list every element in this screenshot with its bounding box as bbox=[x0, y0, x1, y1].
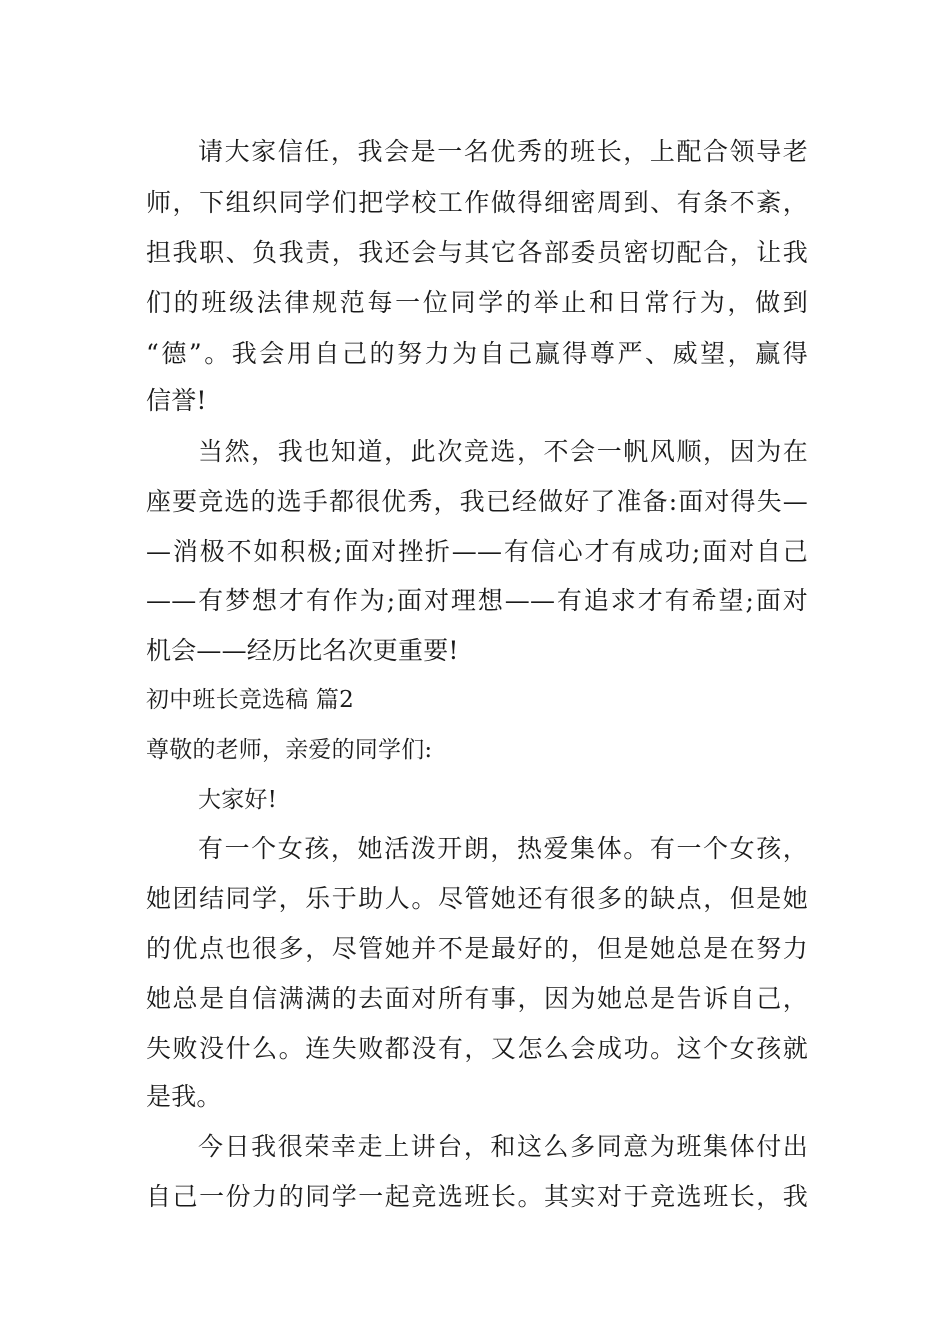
text-line: “德”。我会用自己的努力为自己赢得尊严、威望，赢得 bbox=[146, 339, 808, 368]
text-line: 失败没什么。连失败都没有，又怎么会成功。这个女孩就 bbox=[146, 1034, 808, 1063]
text-line: 今日我很荣幸走上讲台，和这么多同意为班集体付出 bbox=[198, 1132, 808, 1161]
text-line: 有一个女孩，她活泼开朗，热爱集体。有一个女孩， bbox=[198, 834, 808, 863]
text-line: 座要竞选的选手都很优秀，我已经做好了准备:面对得失— bbox=[146, 487, 808, 516]
text-line: 师，下组织同学们把学校工作做得细密周到、有条不紊， bbox=[146, 188, 808, 217]
text-line: 是我。 bbox=[146, 1082, 222, 1111]
text-line: 自己一份力的同学一起竞选班长。其实对于竞选班长，我 bbox=[146, 1182, 808, 1211]
text-line: 她团结同学，乐于助人。尽管她还有很多的缺点，但是她 bbox=[146, 884, 808, 913]
text-line: 信誉! bbox=[146, 386, 207, 415]
greeting: 大家好! bbox=[198, 787, 278, 813]
text-line: 请大家信任，我会是一名优秀的班长，上配合领导老 bbox=[198, 137, 808, 166]
text-line: 她总是自信满满的去面对所有事，因为她总是告诉自己， bbox=[146, 984, 808, 1013]
text-line: 机会——经历比名次更重要! bbox=[146, 636, 459, 665]
text-line: —消极不如积极;面对挫折——有信心才有成功;面对自己 bbox=[146, 537, 808, 566]
text-line: 当然，我也知道，此次竞选，不会一帆风顺，因为在 bbox=[198, 437, 808, 466]
text-line: 们的班级法律规范每一位同学的举止和日常行为，做到 bbox=[146, 288, 808, 317]
text-line: 的优点也很多，尽管她并不是最好的，但是她总是在努力 bbox=[146, 934, 808, 963]
text-line: 担我职、负我责，我还会与其它各部委员密切配合，让我 bbox=[146, 238, 808, 267]
section-heading: 初中班长竞选稿 篇2 bbox=[146, 687, 354, 713]
text-line: ——有梦想才有作为;面对理想——有追求才有希望;面对 bbox=[146, 586, 808, 615]
salutation: 尊敬的老师，亲爱的同学们: bbox=[146, 737, 433, 763]
